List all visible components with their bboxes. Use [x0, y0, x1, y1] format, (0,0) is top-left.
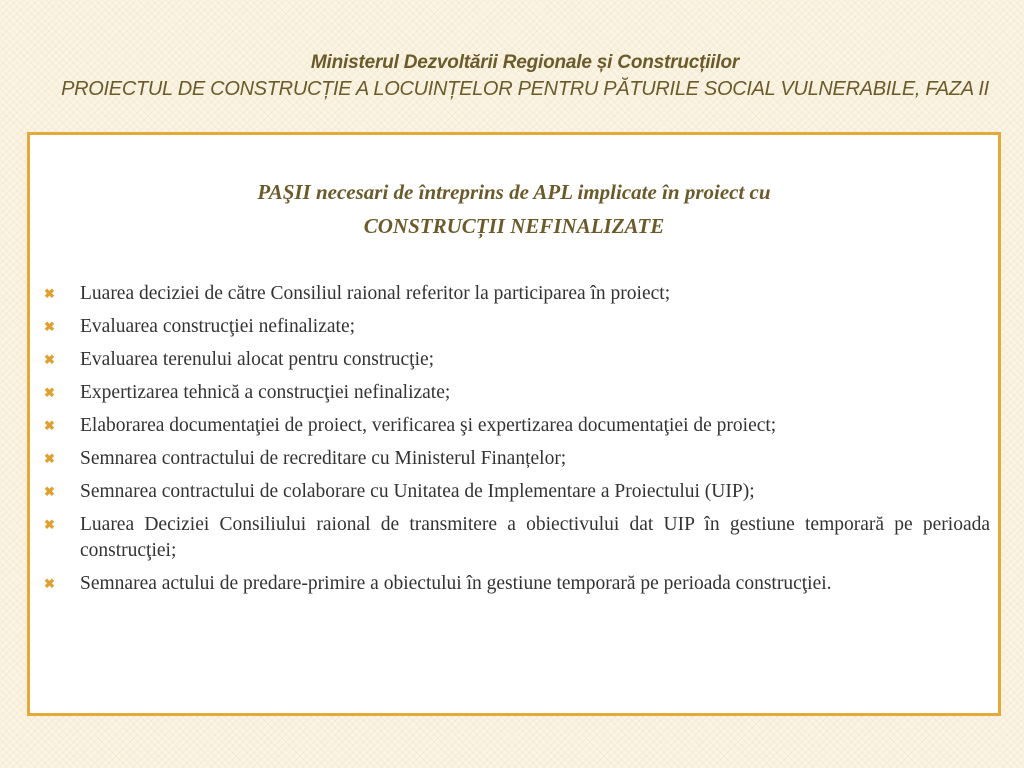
bullet-x-icon: ✖	[44, 517, 55, 532]
step-text: Evaluarea construcţiei nefinalizate;	[80, 316, 356, 337]
list-item	[44, 281, 990, 307]
step-text: Luarea Deciziei Consiliului raional de transmitere a obiectivului dat UIP în gestiune temporară pe perioada construcţiei;	[80, 514, 990, 561]
bullet-x-icon: ✖	[44, 484, 55, 499]
bullet-x-icon: ✖	[44, 352, 55, 367]
bullet-x-icon: ✖	[44, 418, 55, 433]
slide-title	[40, 50, 1010, 102]
ministry-title: Ministerul Dezvoltării Regionale și Construcțiilor	[310, 52, 740, 73]
list-item	[44, 380, 990, 406]
steps-heading-line1: PAŞII necesari de întreprins de APL implicate în proiect cu	[257, 180, 771, 204]
project-title: PROIECTUL DE CONSTRUCȚIE A LOCUINȚELOR PENTRU PĂTURILE SOCIAL VULNERABILE, FAZA II	[61, 78, 989, 100]
list-item	[44, 446, 990, 472]
bullet-x-icon: ✖	[44, 319, 55, 334]
step-text: Semnarea contractului de recreditare cu Ministerul Finanțelor;	[80, 448, 567, 469]
list-item	[44, 479, 990, 505]
bullet-x-icon: ✖	[44, 451, 55, 466]
step-text: Luarea deciziei de către Consiliul raional referitor la participarea în proiect;	[80, 283, 671, 304]
step-text: Semnarea actului de predare-primire a obiectului în gestiune temporară pe perioada construcţiei.	[80, 573, 832, 594]
list-item	[44, 512, 990, 564]
steps-heading	[30, 175, 998, 243]
list-item	[44, 314, 990, 340]
step-text: Elaborarea documentaţiei de proiect, verificarea şi expertizarea documentaţiei de proiect;	[80, 415, 777, 436]
step-text: Semnarea contractului de colaborare cu Unitatea de Implementare a Proiectului (UIP);	[80, 481, 755, 502]
bullet-x-icon: ✖	[44, 286, 55, 301]
bullet-x-icon: ✖	[44, 385, 55, 400]
steps-heading-line2: CONSTRUCȚII NEFINALIZATE	[363, 214, 665, 238]
list-item	[44, 571, 990, 597]
step-text: Evaluarea terenului alocat pentru construcţie;	[80, 349, 435, 370]
list-item	[44, 347, 990, 373]
bullet-x-icon: ✖	[44, 576, 55, 591]
step-text: Expertizarea tehnică a construcţiei nefinalizate;	[80, 382, 451, 403]
list-item	[44, 413, 990, 439]
content-box	[27, 132, 1001, 716]
steps-list	[44, 281, 990, 604]
